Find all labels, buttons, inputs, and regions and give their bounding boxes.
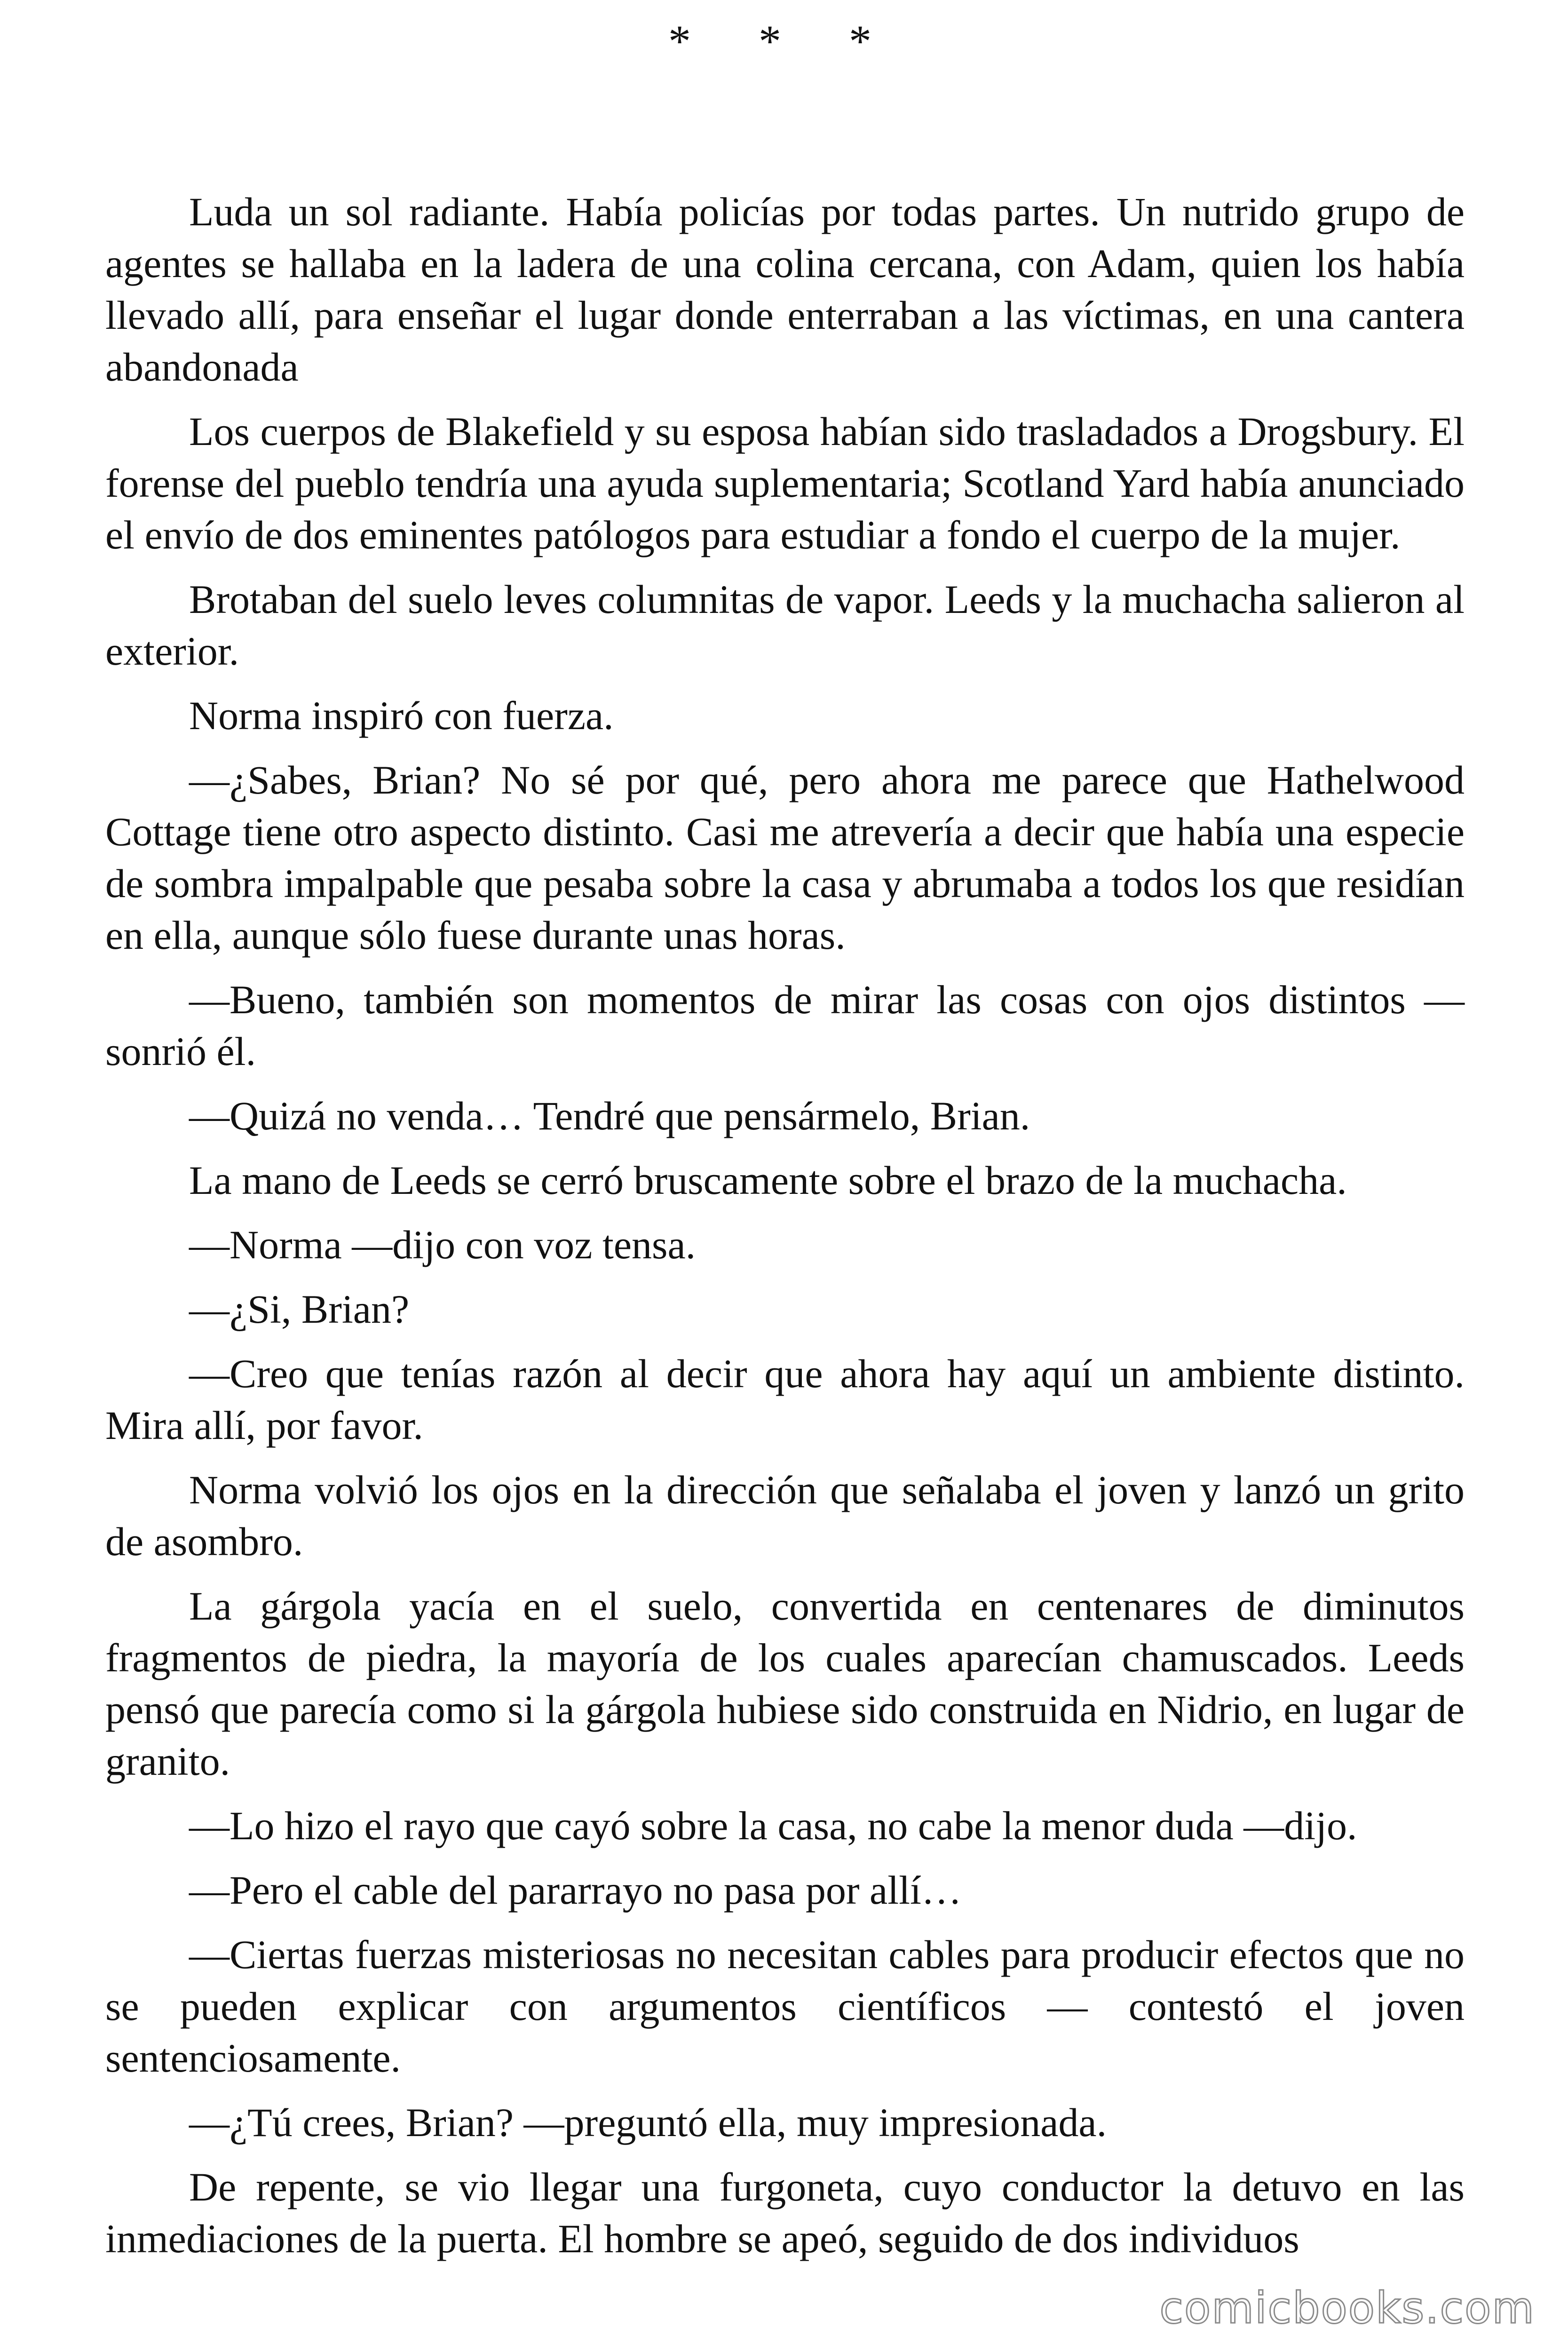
paragraph: —Quizá no venda… Tendré que pensármelo, Brian. [189,1093,1030,1138]
paragraph: —¿Sabes, Brian? No sé por qué, pero ahora me parece que Hathelwood Cottage tiene otro aspecto distinto. Casi me atrevería a decir que había una especie de sombra impalpable que pesaba sobre la casa y abrumaba a todos los que residían en ella, aunque sólo fuese durante unas horas. [105,757,1465,958]
paragraph: —Creo que tenías razón al decir que ahora hay aquí un ambiente distinto. Mira allí, por favor. [105,1351,1465,1448]
paragraph: Luda un sol radiante. Había policías por todas partes. Un nutrido grupo de agentes se hallaba en la ladera de una colina cercana, con Adam, quien los había llevado allí, para enseñar el lugar donde enterraban a las víctimas, en una cantera abandonada [105,189,1465,389]
paragraph: —Pero el cable del pararrayo no pasa por allí… [189,1867,962,1913]
paragraph: Norma volvió los ojos en la dirección que señalaba el joven y lanzó un grito de asombro. [105,1467,1465,1564]
paragraph: —Bueno, también son momentos de mirar las cosas con ojos distintos —sonrió él. [105,977,1465,1074]
paragraph: De repente, se vio llegar una furgoneta, cuyo conductor la detuvo en las inmediaciones de la puerta. El hombre se apeó, seguido de dos individuos [105,2164,1465,2261]
paragraph: Norma inspiró con fuerza. [189,693,614,738]
paragraph: —Norma —dijo con voz tensa. [189,1222,696,1267]
page-body [105,186,1465,2277]
paragraph: Los cuerpos de Blakefield y su esposa habían sido trasladados a Drogsbury. El forense del pueblo tendría una ayuda suplementaria; Scotland Yard había anunciado el envío de dos eminentes patólogos para estudiar a fondo el cuerpo de la mujer. [105,409,1465,557]
paragraph: —Lo hizo el rayo que cayó sobre la casa, no cabe la menor duda —dijo. [189,1803,1357,1848]
paragraph: —¿Si, Brian? [189,1287,410,1332]
paragraph: La gárgola yacía en el suelo, convertida en centenares de diminutos fragmentos de piedra, la mayoría de los cuales aparecían chamuscados. Leeds pensó que parecía como si la gárgola hubiese sido construida en Nidrio, en lugar de granito. [105,1583,1465,1784]
paragraph: —Ciertas fuerzas misteriosas no necesitan cables para producir efectos que no se pueden explicar con argumentos científicos — contestó el joven sentenciosamente. [105,1932,1465,2081]
paragraph: Brotaban del suelo leves columnitas de vapor. Leeds y la muchacha salieron al exterior. [105,577,1465,674]
watermark: comicbooks.com [1159,2283,1535,2333]
section-separator: * * * [668,16,900,66]
paragraph: La mano de Leeds se cerró bruscamente sobre el brazo de la muchacha. [189,1158,1347,1203]
paragraph: —¿Tú crees, Brian? —preguntó ella, muy impresionada. [189,2100,1107,2145]
